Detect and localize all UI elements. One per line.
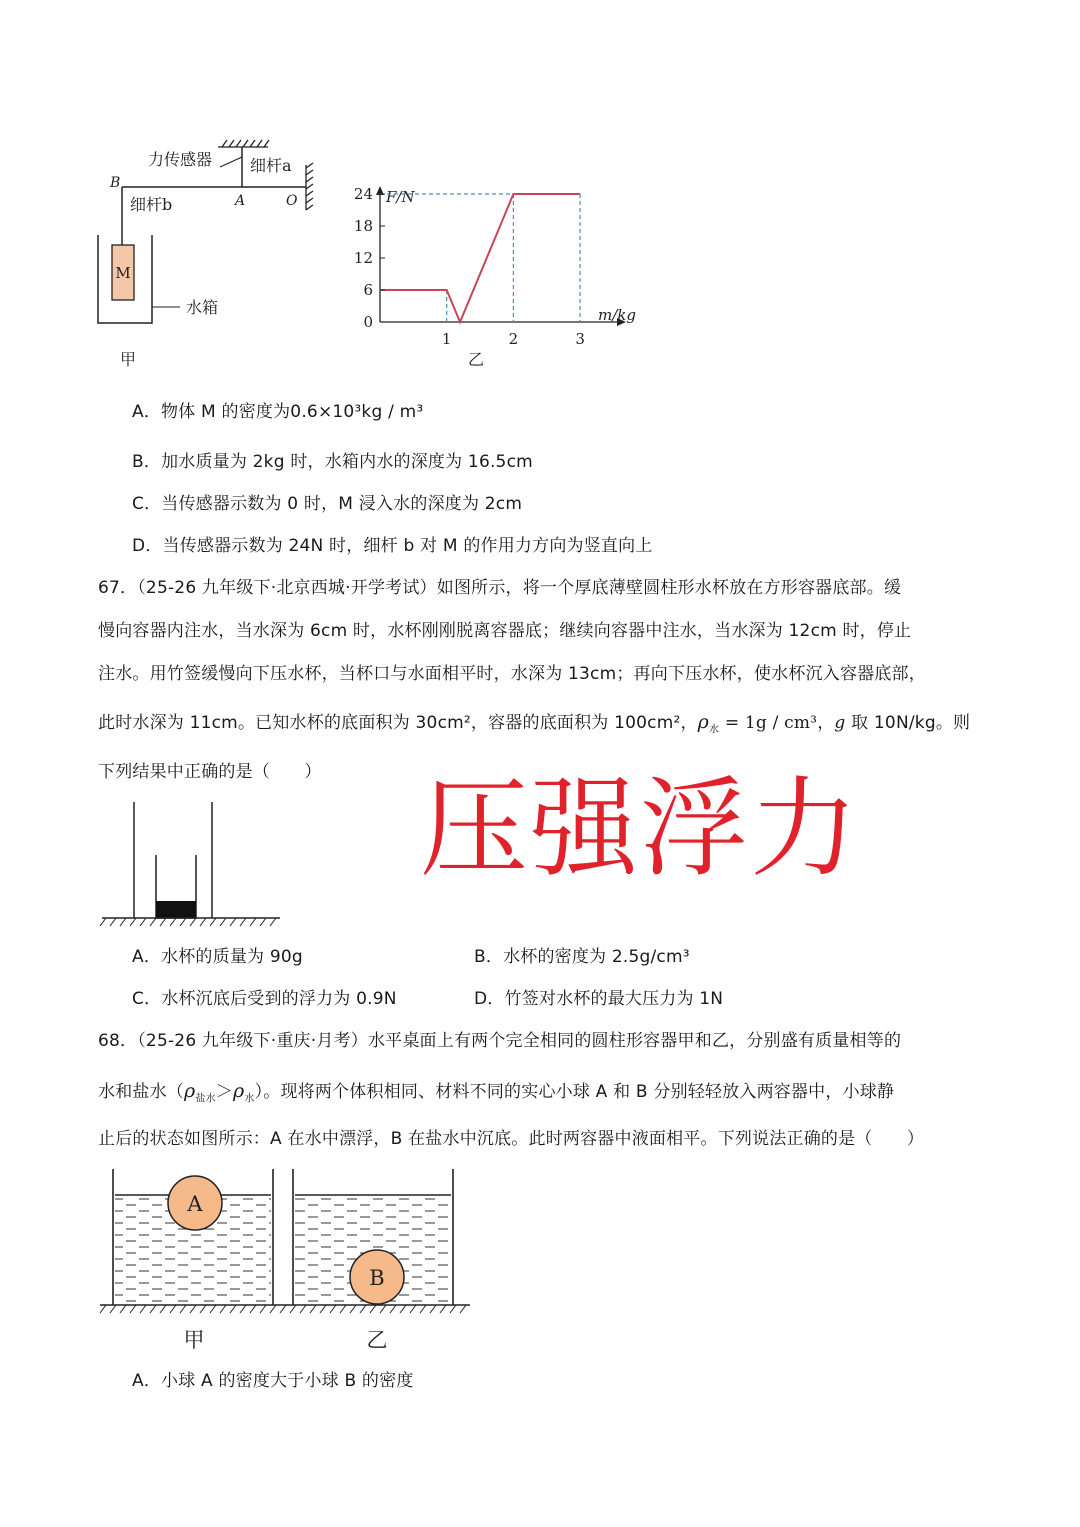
point-b-label: B [110, 175, 121, 191]
q66-option-b: B．加水质量为 2kg 时，水箱内水的深度为 16.5cm [132, 452, 533, 472]
q67-line-4: 此时水深为 11cm。已知水杯的底面积为 30cm²，容器的底面积为 100cm²，$\rho_水 = 1g / cm^3$，g 取 10N/kg。则 [98, 711, 971, 736]
rod-b-label: 细杆b [130, 195, 173, 214]
q66-option-a: A．物体 M 的密度为0.6×10³kg / m³ [132, 402, 424, 422]
y-tick-18: 18 [353, 217, 373, 235]
q67-option-d: D．竹签对水杯的最大压力为 1N [474, 989, 724, 1009]
object-m-label: M [115, 264, 131, 282]
figure-apparatus [90, 135, 330, 380]
x-tick-2: 2 [508, 330, 519, 348]
y-tick-0: 0 [363, 313, 373, 331]
q68-option-a: A．小球 A 的密度大于小球 B 的密度 [132, 1371, 414, 1391]
q66-option-d: D．当传感器示数为 24N 时，细杆 b 对 M 的作用力方向为竖直向上 [132, 536, 653, 556]
q67-option-b: B．水杯的密度为 2.5g/cm³ [474, 947, 690, 967]
q67-line-1: 67．（25-26 九年级下·北京西城·开学考试）如图所示，将一个厚底薄壁圆柱形水杯放在方形容器底部。缓 [98, 578, 902, 598]
two-containers-figure [98, 1165, 478, 1355]
force-series-line [380, 194, 580, 322]
force-mass-graph [340, 180, 650, 375]
x-axis-label: m/kg [598, 306, 636, 324]
overlay-title: 压强浮力 [420, 767, 861, 892]
ceiling-support [218, 140, 269, 147]
container-cup-figure [98, 800, 288, 930]
figure-yi-caption-2: 乙 [366, 1328, 388, 1352]
wall-support [306, 163, 313, 210]
q67-line-3: 注水。用竹签缓慢向下压水杯，当杯口与水面相平时，水深为 13cm；再向下压水杯，使水杯沉入容器底部， [98, 664, 926, 684]
q67-line-5: 下列结果中正确的是（ ） [98, 762, 322, 782]
q67-option-c: C．水杯沉底后受到的浮力为 0.9N [132, 989, 397, 1009]
q66-option-c: C．当传感器示数为 0 时，M 浸入水的深度为 2cm [132, 494, 523, 514]
y-tick-24: 24 [353, 185, 373, 203]
y-tick-12: 12 [353, 249, 373, 267]
figure-yi-caption: 乙 [468, 350, 485, 369]
y-axis-label: F/N [386, 188, 415, 206]
q68-line-1: 68．（25-26 九年级下·重庆·月考）水平桌面上有两个完全相同的圆柱形容器甲和乙，分别盛有质量相等的 [98, 1031, 902, 1051]
q67-option-a: A．水杯的质量为 90g [132, 947, 303, 967]
ball-b-label: B [369, 1266, 385, 1290]
x-tick-3: 3 [575, 330, 585, 348]
q68-line-3: 止后的状态如图所示：A 在水中漂浮，B 在盐水中沉底。此时两容器中液面相平。下列说法正确的是（ ） [98, 1129, 925, 1149]
figure-jia-caption: 甲 [120, 350, 137, 369]
x-tick-1: 1 [441, 330, 452, 348]
q67-line-2: 慢向容器内注水，当水深为 6cm 时，水杯刚刚脱离容器底；继续向容器中注水，当水深为 12cm 时，停止 [98, 621, 912, 641]
y-tick-6: 6 [363, 281, 373, 299]
figure-jia-caption-2: 甲 [183, 1328, 205, 1352]
rod-a-label: 细杆a [250, 156, 292, 175]
point-o-label: O [286, 193, 298, 209]
ball-a-label: A [187, 1192, 203, 1216]
q68-line-2: 水和盐水$(\rho_{盐水}>\rho_水)$。现将两个体积相同、材料不同的实心小球 A 和 B 分别轻轻放入两容器中，小球静 [98, 1080, 895, 1105]
tank-label: 水箱 [186, 298, 219, 317]
sensor-label: 力传感器 [148, 150, 213, 169]
point-a-label: A [235, 193, 246, 209]
